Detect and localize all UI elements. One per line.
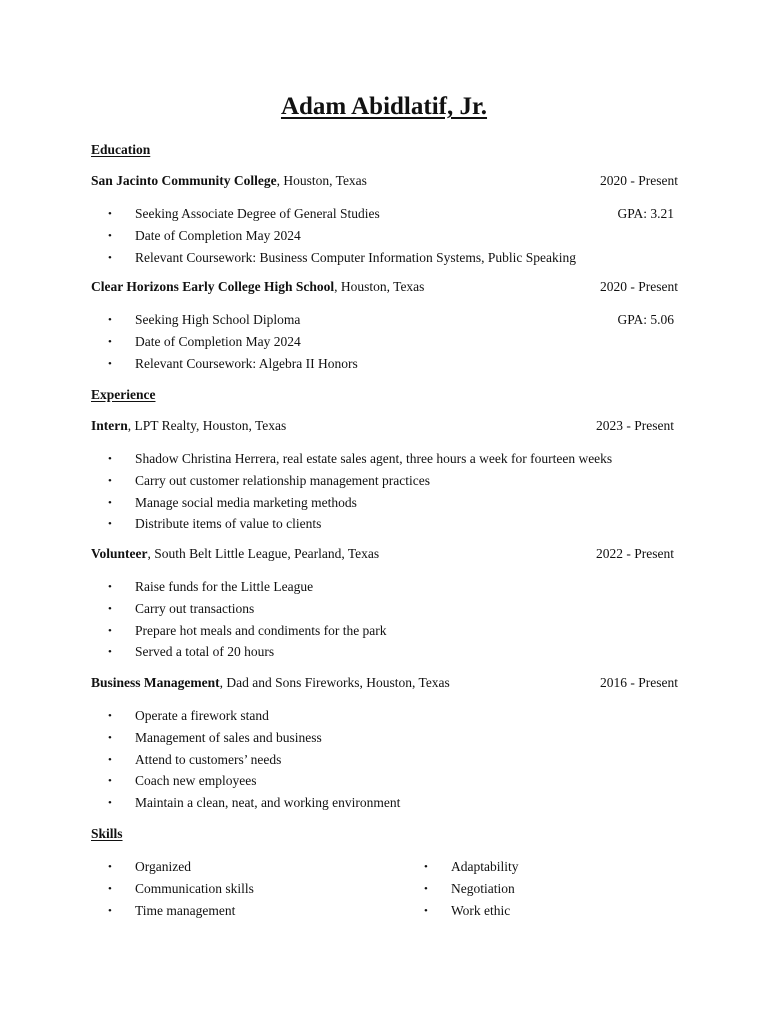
skills-heading: Skills bbox=[91, 826, 123, 841]
list-item-text: Work ethic bbox=[451, 902, 511, 918]
list-item bbox=[108, 311, 678, 333]
bullet-icon: • bbox=[424, 904, 428, 917]
bullet-icon: • bbox=[108, 208, 112, 220]
bullet-icon: • bbox=[108, 357, 112, 370]
list-item-text: Adaptability bbox=[451, 859, 519, 874]
list-item bbox=[108, 729, 678, 751]
entry-dates: 2016 - Present bbox=[600, 675, 678, 690]
list-item bbox=[108, 249, 678, 271]
entry-org: Business Management bbox=[91, 675, 220, 690]
education-entry-san-jacinto bbox=[91, 173, 678, 191]
bullet-icon: • bbox=[108, 518, 112, 531]
bullet-icon: • bbox=[108, 474, 112, 487]
list-item bbox=[108, 450, 678, 472]
list-item bbox=[108, 333, 678, 355]
bullet-list bbox=[108, 707, 678, 816]
bullet-list bbox=[108, 311, 678, 376]
list-item bbox=[108, 205, 678, 227]
experience-entry-business-management bbox=[91, 675, 678, 693]
entry-dates: 2020 - Present bbox=[600, 173, 678, 188]
entry-org: Clear Horizons Early College High School bbox=[91, 279, 335, 294]
list-item bbox=[108, 772, 678, 794]
entry-header bbox=[91, 418, 286, 433]
list-item-text: Communication skills bbox=[135, 880, 254, 896]
list-item-text: Organized bbox=[135, 859, 191, 874]
entry-header bbox=[91, 173, 367, 188]
bullet-icon: • bbox=[424, 882, 428, 895]
entry-details: , Houston, Texas bbox=[276, 173, 367, 188]
list-item-text: Relevant Coursework: Business Computer Information Systems, Public Speaking bbox=[135, 249, 576, 265]
entry-header bbox=[91, 279, 424, 294]
list-item bbox=[424, 902, 674, 924]
entry-dates: 2022 - Present bbox=[596, 546, 674, 561]
list-item bbox=[108, 227, 678, 249]
entry-org: Volunteer bbox=[91, 546, 148, 561]
bullet-icon: • bbox=[108, 581, 112, 593]
entry-org: Intern bbox=[91, 418, 128, 433]
education-entry-clear-horizons bbox=[91, 279, 678, 297]
bullet-icon: • bbox=[108, 229, 112, 242]
list-item-text: Carry out transactions bbox=[135, 600, 255, 616]
bullet-icon: • bbox=[108, 775, 112, 788]
experience-entry-volunteer bbox=[91, 546, 678, 564]
list-item-text: Manage social media marketing methods bbox=[135, 494, 357, 510]
bullet-list bbox=[108, 450, 678, 537]
list-item bbox=[108, 880, 408, 902]
list-item bbox=[108, 494, 678, 516]
bullet-icon: • bbox=[424, 861, 428, 873]
bullet-icon: • bbox=[108, 753, 112, 766]
resume-name: Adam Abidlatif, Jr. bbox=[280, 93, 488, 120]
bullet-icon: • bbox=[108, 335, 112, 348]
education-heading: Education bbox=[91, 142, 151, 157]
list-item-text: Distribute items of value to clients bbox=[135, 516, 322, 532]
list-item bbox=[108, 472, 678, 494]
bullet-icon: • bbox=[108, 602, 112, 615]
bullet-icon: • bbox=[108, 731, 112, 744]
skills-list-right bbox=[424, 858, 674, 923]
list-item bbox=[108, 751, 678, 773]
list-item bbox=[108, 902, 408, 924]
entry-header bbox=[91, 675, 450, 690]
list-item-text: Date of Completion May 2024 bbox=[135, 227, 301, 243]
bullet-icon: • bbox=[108, 646, 112, 659]
gpa-value: GPA: 3.21 bbox=[617, 206, 674, 221]
entry-dates: 2023 - Present bbox=[596, 418, 674, 433]
bullet-icon: • bbox=[108, 453, 112, 465]
list-item bbox=[108, 600, 678, 622]
list-item bbox=[108, 794, 678, 816]
bullet-icon: • bbox=[108, 882, 112, 895]
bullet-icon: • bbox=[108, 624, 112, 637]
list-item-text: Served a total of 20 hours bbox=[135, 644, 275, 660]
bullet-list bbox=[108, 205, 678, 270]
skills-list-left bbox=[108, 858, 408, 923]
entry-details: , South Belt Little League, Pearland, Texas bbox=[147, 546, 380, 561]
bullet-icon: • bbox=[108, 710, 112, 722]
list-item bbox=[108, 355, 678, 377]
bullet-icon: • bbox=[108, 314, 112, 326]
list-item bbox=[108, 643, 678, 665]
experience-heading: Experience bbox=[91, 387, 156, 402]
entry-org: San Jacinto Community College bbox=[91, 173, 277, 188]
bullet-icon: • bbox=[108, 251, 112, 264]
gpa-value: GPA: 5.06 bbox=[617, 312, 674, 327]
entry-dates: 2020 - Present bbox=[600, 279, 678, 294]
list-item bbox=[424, 858, 674, 880]
entry-header bbox=[91, 546, 379, 561]
bullet-icon: • bbox=[108, 797, 112, 810]
list-item bbox=[108, 622, 678, 644]
list-item-text: Prepare hot meals and condiments for the park bbox=[135, 622, 387, 638]
list-item-text: Management of sales and business bbox=[135, 729, 322, 745]
list-item bbox=[108, 578, 678, 600]
list-item bbox=[108, 707, 678, 729]
list-item-text: Operate a firework stand bbox=[135, 708, 269, 723]
experience-entry-intern bbox=[91, 418, 678, 436]
list-item-text: Coach new employees bbox=[135, 773, 257, 789]
list-item-text: Attend to customers’ needs bbox=[135, 751, 282, 767]
list-item-text: Maintain a clean, neat, and working environment bbox=[135, 795, 401, 811]
list-item-text: Seeking High School Diploma bbox=[135, 312, 301, 327]
list-item-text: Seeking Associate Degree of General Studies bbox=[135, 206, 380, 221]
entry-details: , LPT Realty, Houston, Texas bbox=[127, 418, 287, 433]
bullet-icon: • bbox=[108, 496, 112, 509]
list-item-text: Time management bbox=[135, 902, 236, 918]
list-item-text: Negotiation bbox=[451, 880, 515, 896]
list-item-text: Raise funds for the Little League bbox=[135, 579, 314, 594]
list-item bbox=[424, 880, 674, 902]
list-item bbox=[108, 515, 678, 537]
entry-details: , Dad and Sons Fireworks, Houston, Texas bbox=[219, 675, 450, 690]
list-item-text: Carry out customer relationship management practices bbox=[135, 472, 431, 488]
bullet-icon: • bbox=[108, 904, 112, 917]
entry-details: , Houston, Texas bbox=[334, 279, 425, 294]
list-item-text: Relevant Coursework: Algebra II Honors bbox=[135, 355, 358, 371]
list-item-text: Date of Completion May 2024 bbox=[135, 333, 301, 349]
list-item-text: Shadow Christina Herrera, real estate sales agent, three hours a week for fourteen weeks bbox=[135, 451, 613, 466]
list-item bbox=[108, 858, 408, 880]
bullet-icon: • bbox=[108, 861, 112, 873]
bullet-list bbox=[108, 578, 678, 665]
